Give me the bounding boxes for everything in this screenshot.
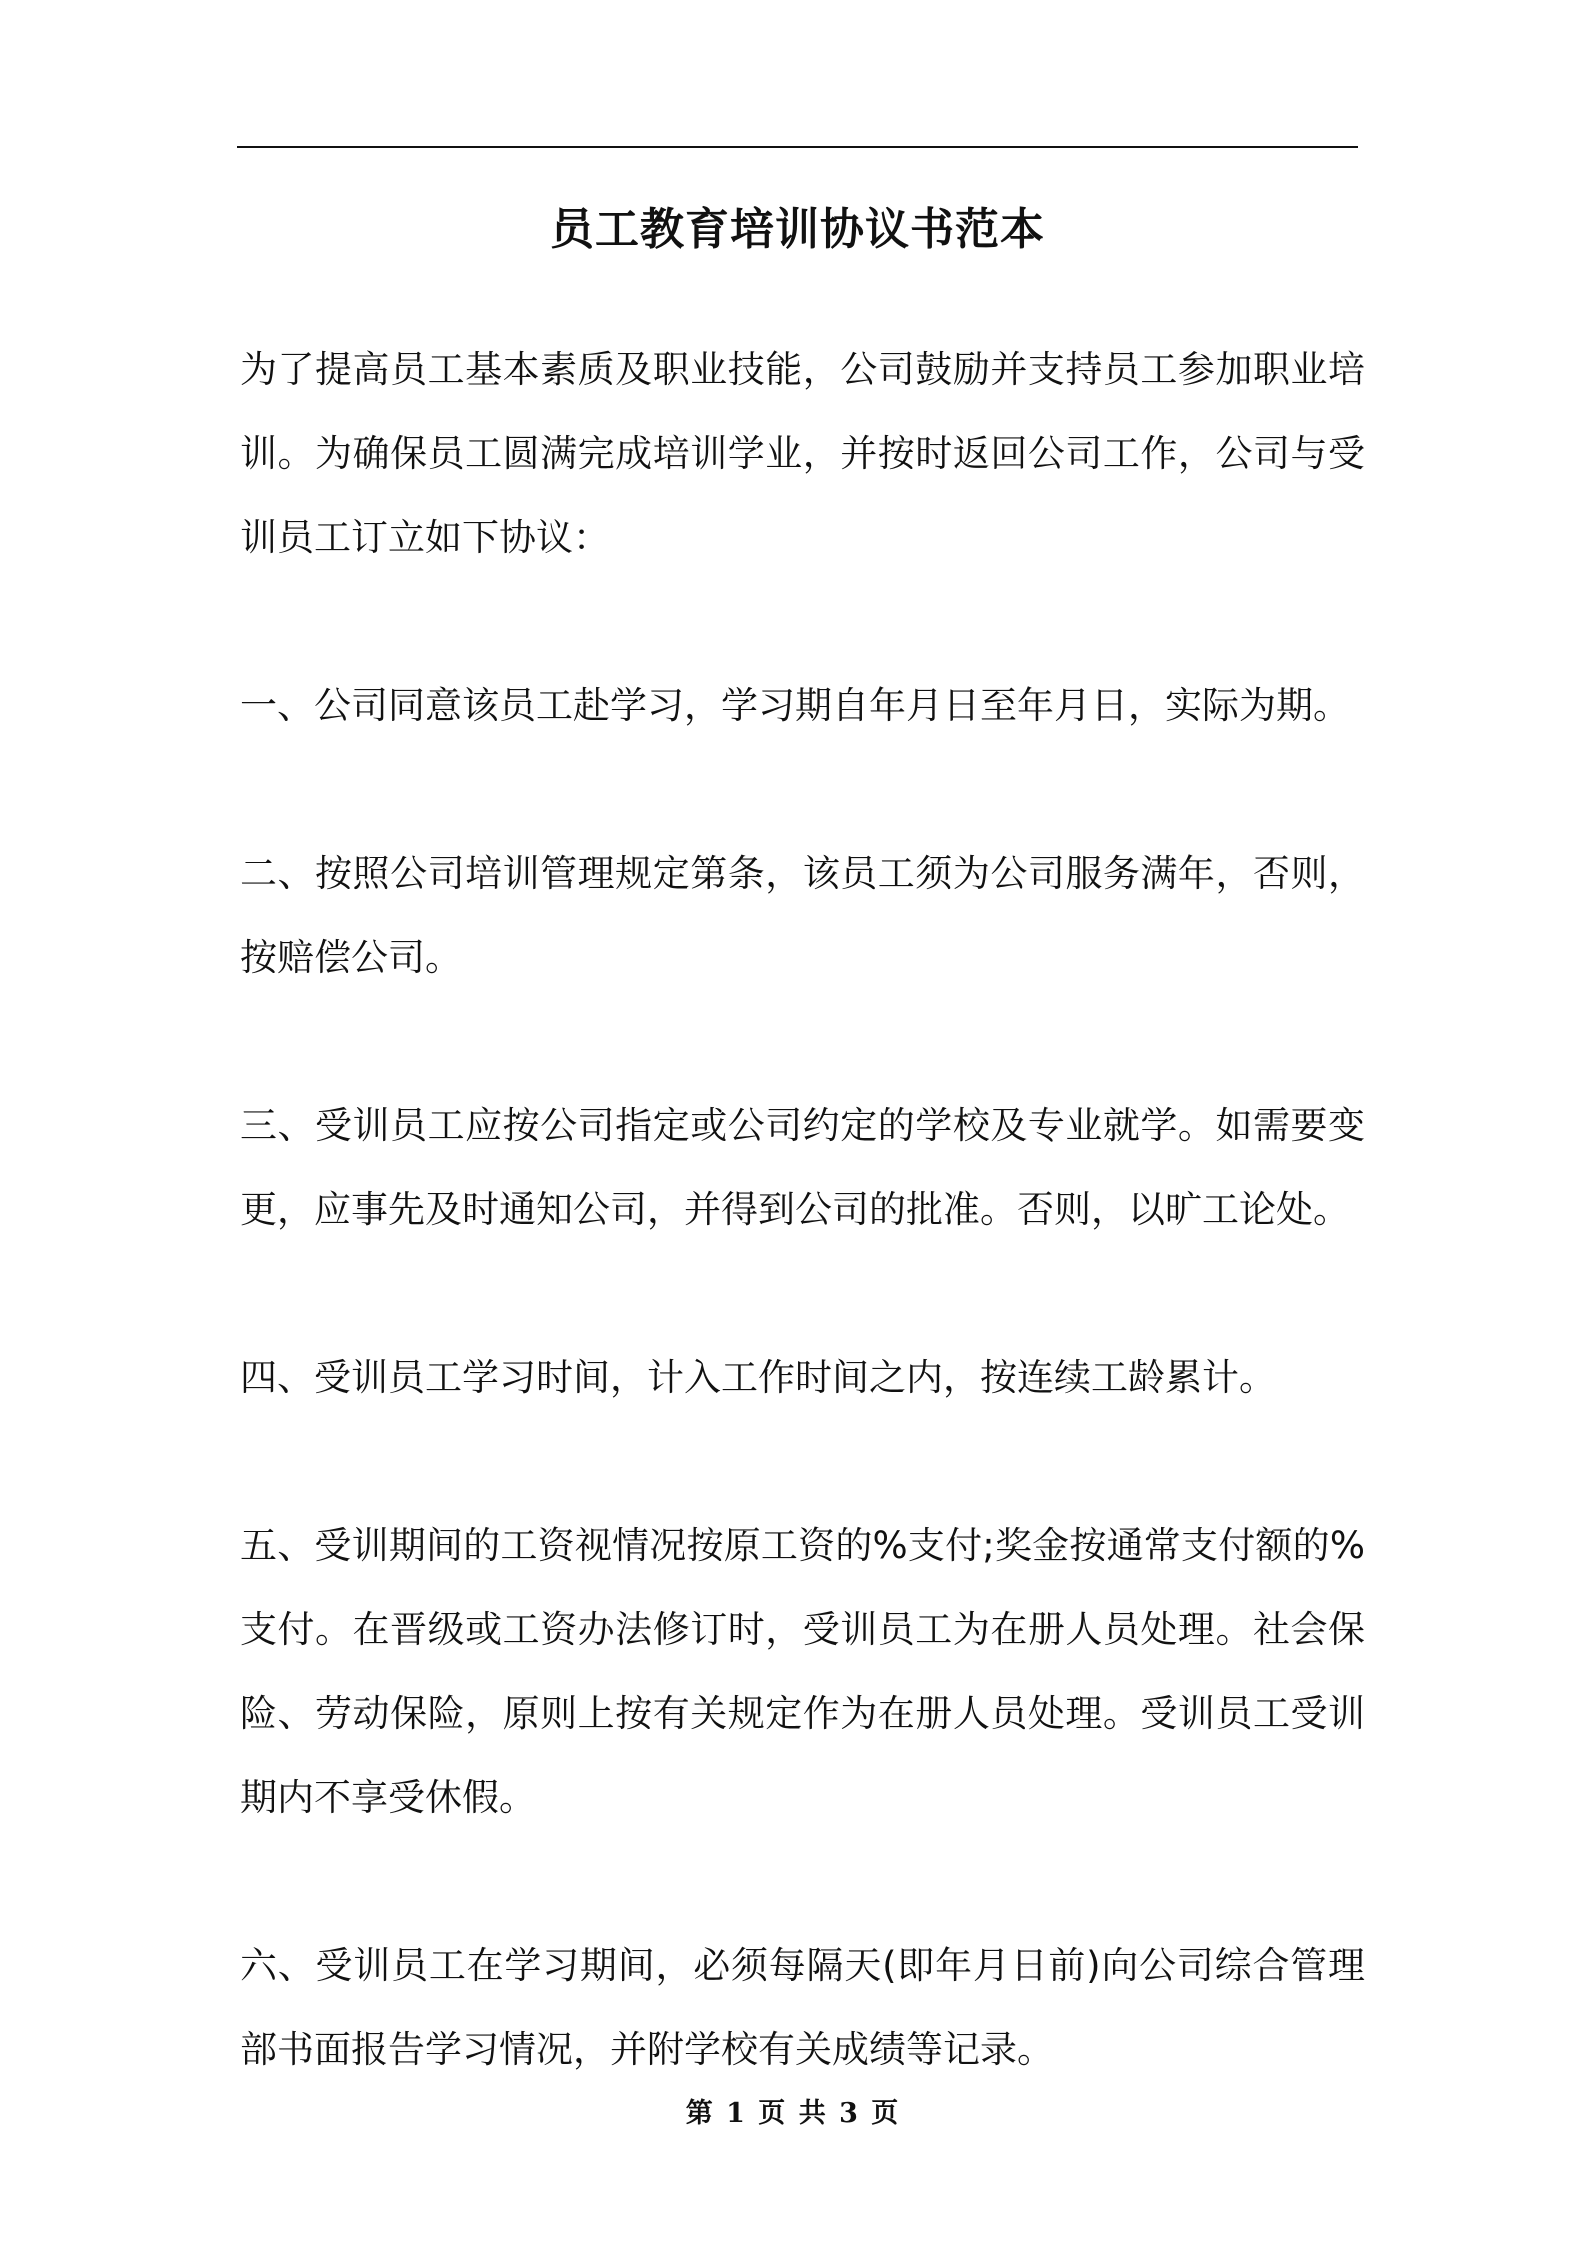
clause-2: 二、按照公司培训管理规定第条，该员工须为公司服务满年，否则，按赔偿公司。 [240,852,1365,979]
intro-paragraph: 为了提高员工基本素质及职业技能，公司鼓励并支持员工参加职业培训。为确保员工圆满完成培训学业，并按时返回公司工作，公司与受训员工订立如下协议： [240,348,1365,559]
clause-1: 一、公司同意该员工赴学习，学习期自年月日至年月日，实际为期。 [240,684,1350,727]
clause-5: 五、受训期间的工资视情况按原工资的%支付;奖金按通常支付额的%支付。在晋级或工资办法修订时，受训员工为在册人员处理。社会保险、劳动保险，原则上按有关规定作为在册人员处理。受训员工受训期内不享受休假。 [240,1524,1365,1819]
clause-3: 三、受训员工应按公司指定或公司约定的学校及专业就学。如需要变更，应事先及时通知公司，并得到公司的批准。否则，以旷工论处。 [240,1104,1365,1231]
header-divider [237,146,1358,148]
page-number-footer: 第 1 页 共 3 页 [685,2098,901,2129]
clause-6: 六、受训员工在学习期间，必须每隔天(即年月日前)向公司综合管理部书面报告学习情况，并附学校有关成绩等记录。 [240,1944,1365,2071]
document-body [240,328,1365,2092]
clause-4: 四、受训员工学习时间，计入工作时间之内，按连续工龄累计。 [240,1356,1276,1399]
document-title: 员工教育培训协议书范本 [550,204,1045,255]
